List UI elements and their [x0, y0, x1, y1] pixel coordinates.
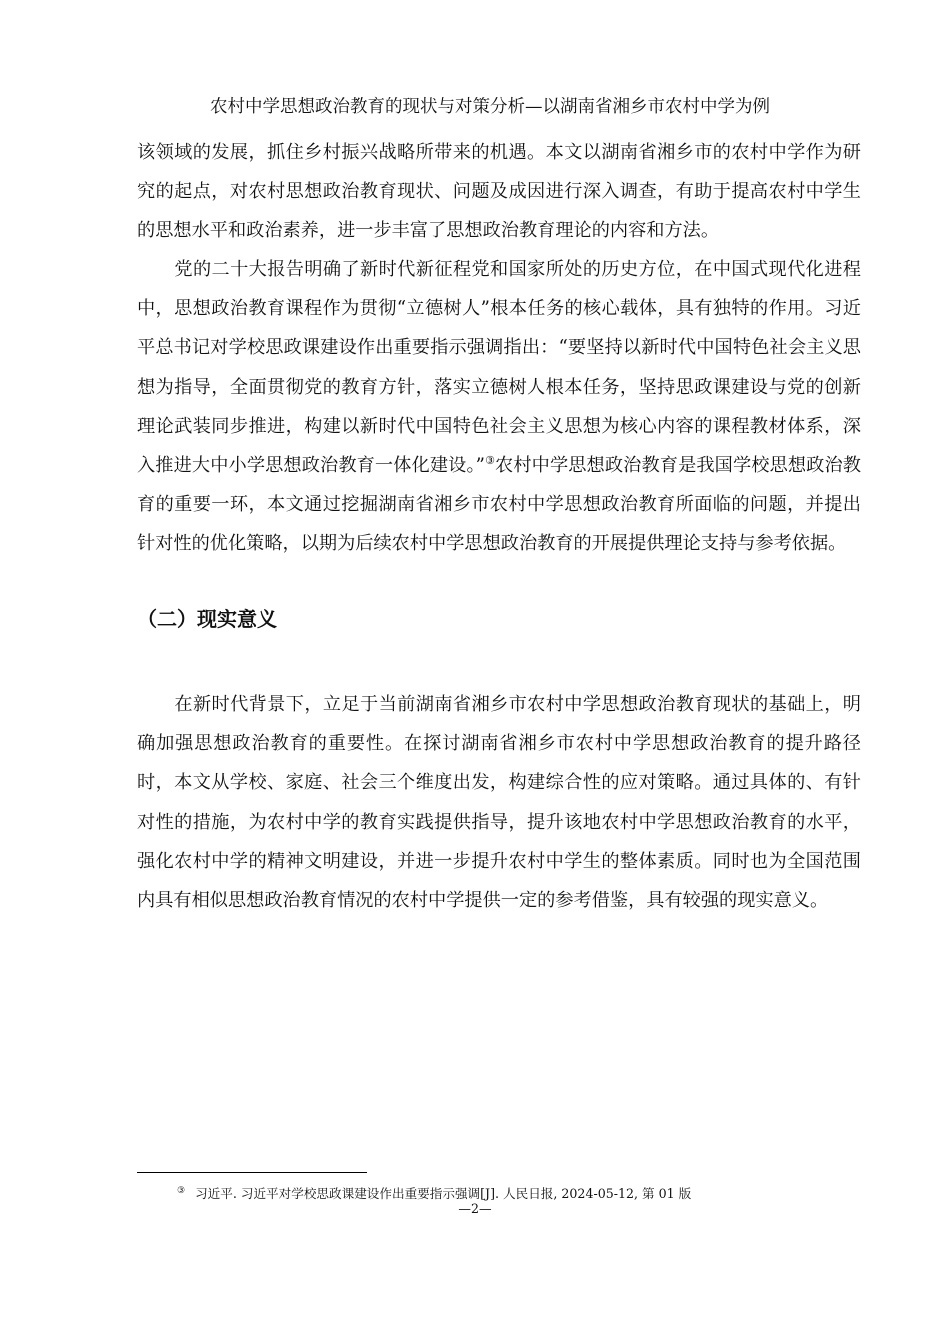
- paragraph-2-text-a: 党的二十大报告明确了新时代新征程党和国家所处的历史方位，在中国式现代化进程中，思想政治教育课程作为贯彻“立德树人”根本任务的核心载体，具有独特的作用。习近平总书记对学校思政课建设作出重要指示强调指出：“要坚持以新时代中国特色社会主义思想为指导，全面贯彻党的教育方针，落实立德树人根本任务，坚持思政课建设与党的创新理论武装同步推进，构建以新时代中国特色社会主义思想为核心内容的课程教材体系，深入推进大中小学思想政治教育一体化建设。”: [137, 259, 861, 477]
- running-header: 农村中学思想政治教育的现状与对策分析—以湖南省湘乡市农村中学为例: [210, 97, 770, 117]
- body-paragraph-1: [137, 133, 861, 251]
- page-number: —2—: [458, 1201, 492, 1216]
- section-heading: （二）现实意义: [137, 607, 277, 631]
- footnote-mark: ③: [177, 1186, 186, 1196]
- footnote-reference[interactable]: ③: [484, 454, 496, 468]
- footnote-text: 习近平. 习近平对学校思政课建设作出重要指示强调[J]. 人民日报, 2024-05-12, 第 01 版: [195, 1186, 692, 1201]
- body-paragraph-3: [137, 685, 861, 920]
- paragraph-3-text: 在新时代背景下，立足于当前湖南省湘乡市农村中学思想政治教育现状的基础上，明确加强思想政治教育的重要性。在探讨湖南省湘乡市农村中学思想政治教育的提升路径时，本文从学校、家庭、社会三个维度出发，构建综合性的应对策略。通过具体的、有针对性的措施，为农村中学的教育实践提供指导，提升该地农村中学思想政治教育的水平，强化农村中学的精神文明建设，并进一步提升农村中学生的整体素质。同时也为全国范围内具有相似思想政治教育情况的农村中学提供一定的参考借鉴，具有较强的现实意义。: [137, 694, 861, 912]
- footnote-separator: [137, 1172, 367, 1173]
- body-paragraph-2: [137, 250, 861, 564]
- paragraph-1-text: 该领域的发展，抓住乡村振兴战略所带来的机遇。本文以湖南省湘乡市的农村中学作为研究的起点，对农村思想政治教育现状、问题及成因进行深入调查，有助于提高农村中学生的思想水平和政治素养，进一步丰富了思想政治教育理论的内容和方法。: [137, 142, 861, 242]
- footnote: [177, 1183, 691, 1202]
- paragraph-2-text-b: 农村中学思想政治教育是我国学校思想政治教育的重要一环，本文通过挖掘湖南省湘乡市农村中学思想政治教育所面临的问题，并提出针对性的优化策略，以期为后续农村中学思想政治教育的开展提供理论支持与参考依据。: [137, 455, 861, 555]
